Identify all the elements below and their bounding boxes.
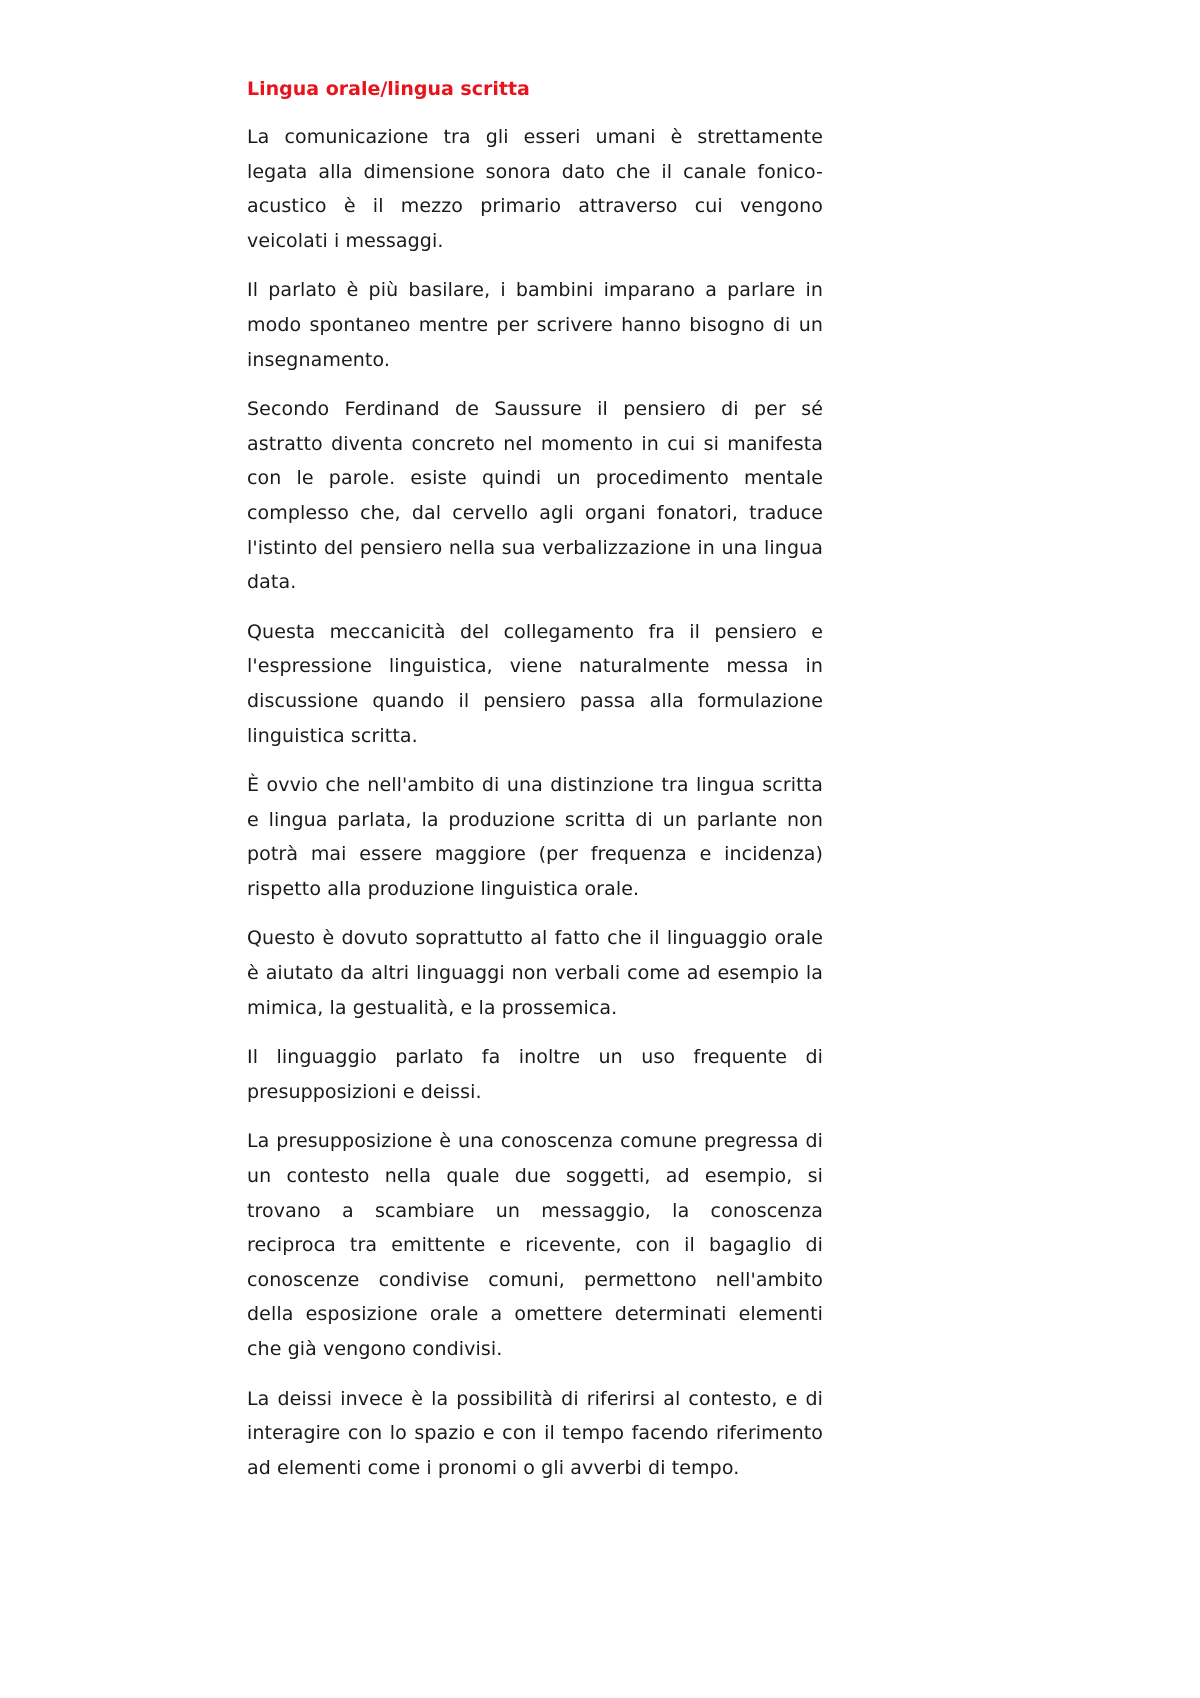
document-body: [247, 72, 823, 1500]
paragraph-9: La deissi invece è la possibilità di riferirsi al contesto, e di interagire con lo spazio e con il tempo facendo riferimento ad elementi come i pronomi o gli avverbi di tempo.: [247, 1387, 823, 1479]
paragraph-6: Questo è dovuto soprattutto al fatto che il linguaggio orale è aiutato da altri linguaggi non verbali come ad esempio la mimica, la gestualità, e la prossemica.: [247, 927, 823, 1019]
paragraph-5: È ovvio che nell'ambito di una distinzione tra lingua scritta e lingua parlata, la produzione scritta di un parlante non potrà mai essere maggiore (per frequenza e incidenza) rispetto alla produzione linguistica orale.: [247, 774, 823, 900]
paragraph-2: Il parlato è più basilare, i bambini imparano a parlare in modo spontaneo mentre per scrivere hanno bisogno di un insegnamento.: [247, 279, 823, 371]
document-title: Lingua orale/lingua scritta: [247, 78, 530, 100]
paragraph-7: Il linguaggio parlato fa inoltre un uso frequente di presupposizioni e deissi.: [247, 1046, 823, 1103]
paragraph-4: Questa meccanicità del collegamento fra il pensiero e l'espressione linguistica, viene naturalmente messa in discussione quando il pensiero passa alla formulazione linguistica scritta.: [247, 620, 823, 747]
paragraph-3: Secondo Ferdinand de Saussure il pensiero di per sé astratto diventa concreto nel momento in cui si manifesta con le parole. esiste quindi un procedimento mentale complesso che, dal cervello agli organi fonatori, traduce l'istinto del pensiero nella sua verbalizzazione in una lingua data.: [247, 398, 823, 594]
paragraph-8: La presupposizione è una conoscenza comune pregressa di un contesto nella quale due soggetti, ad esempio, si trovano a scambiare un messaggio, la conoscenza reciproca tra emittente e ricevente, con il bagaglio di conoscenze condivise comuni, permettono nell'ambito della esposizione orale a omettere determinati elementi che già vengono condivisi.: [247, 1130, 823, 1360]
paragraph-1: La comunicazione tra gli esseri umani è strettamente legata alla dimensione sonora dato che il canale fonico-acustico è il mezzo primario attraverso cui vengono veicolati i messaggi.: [247, 126, 823, 252]
